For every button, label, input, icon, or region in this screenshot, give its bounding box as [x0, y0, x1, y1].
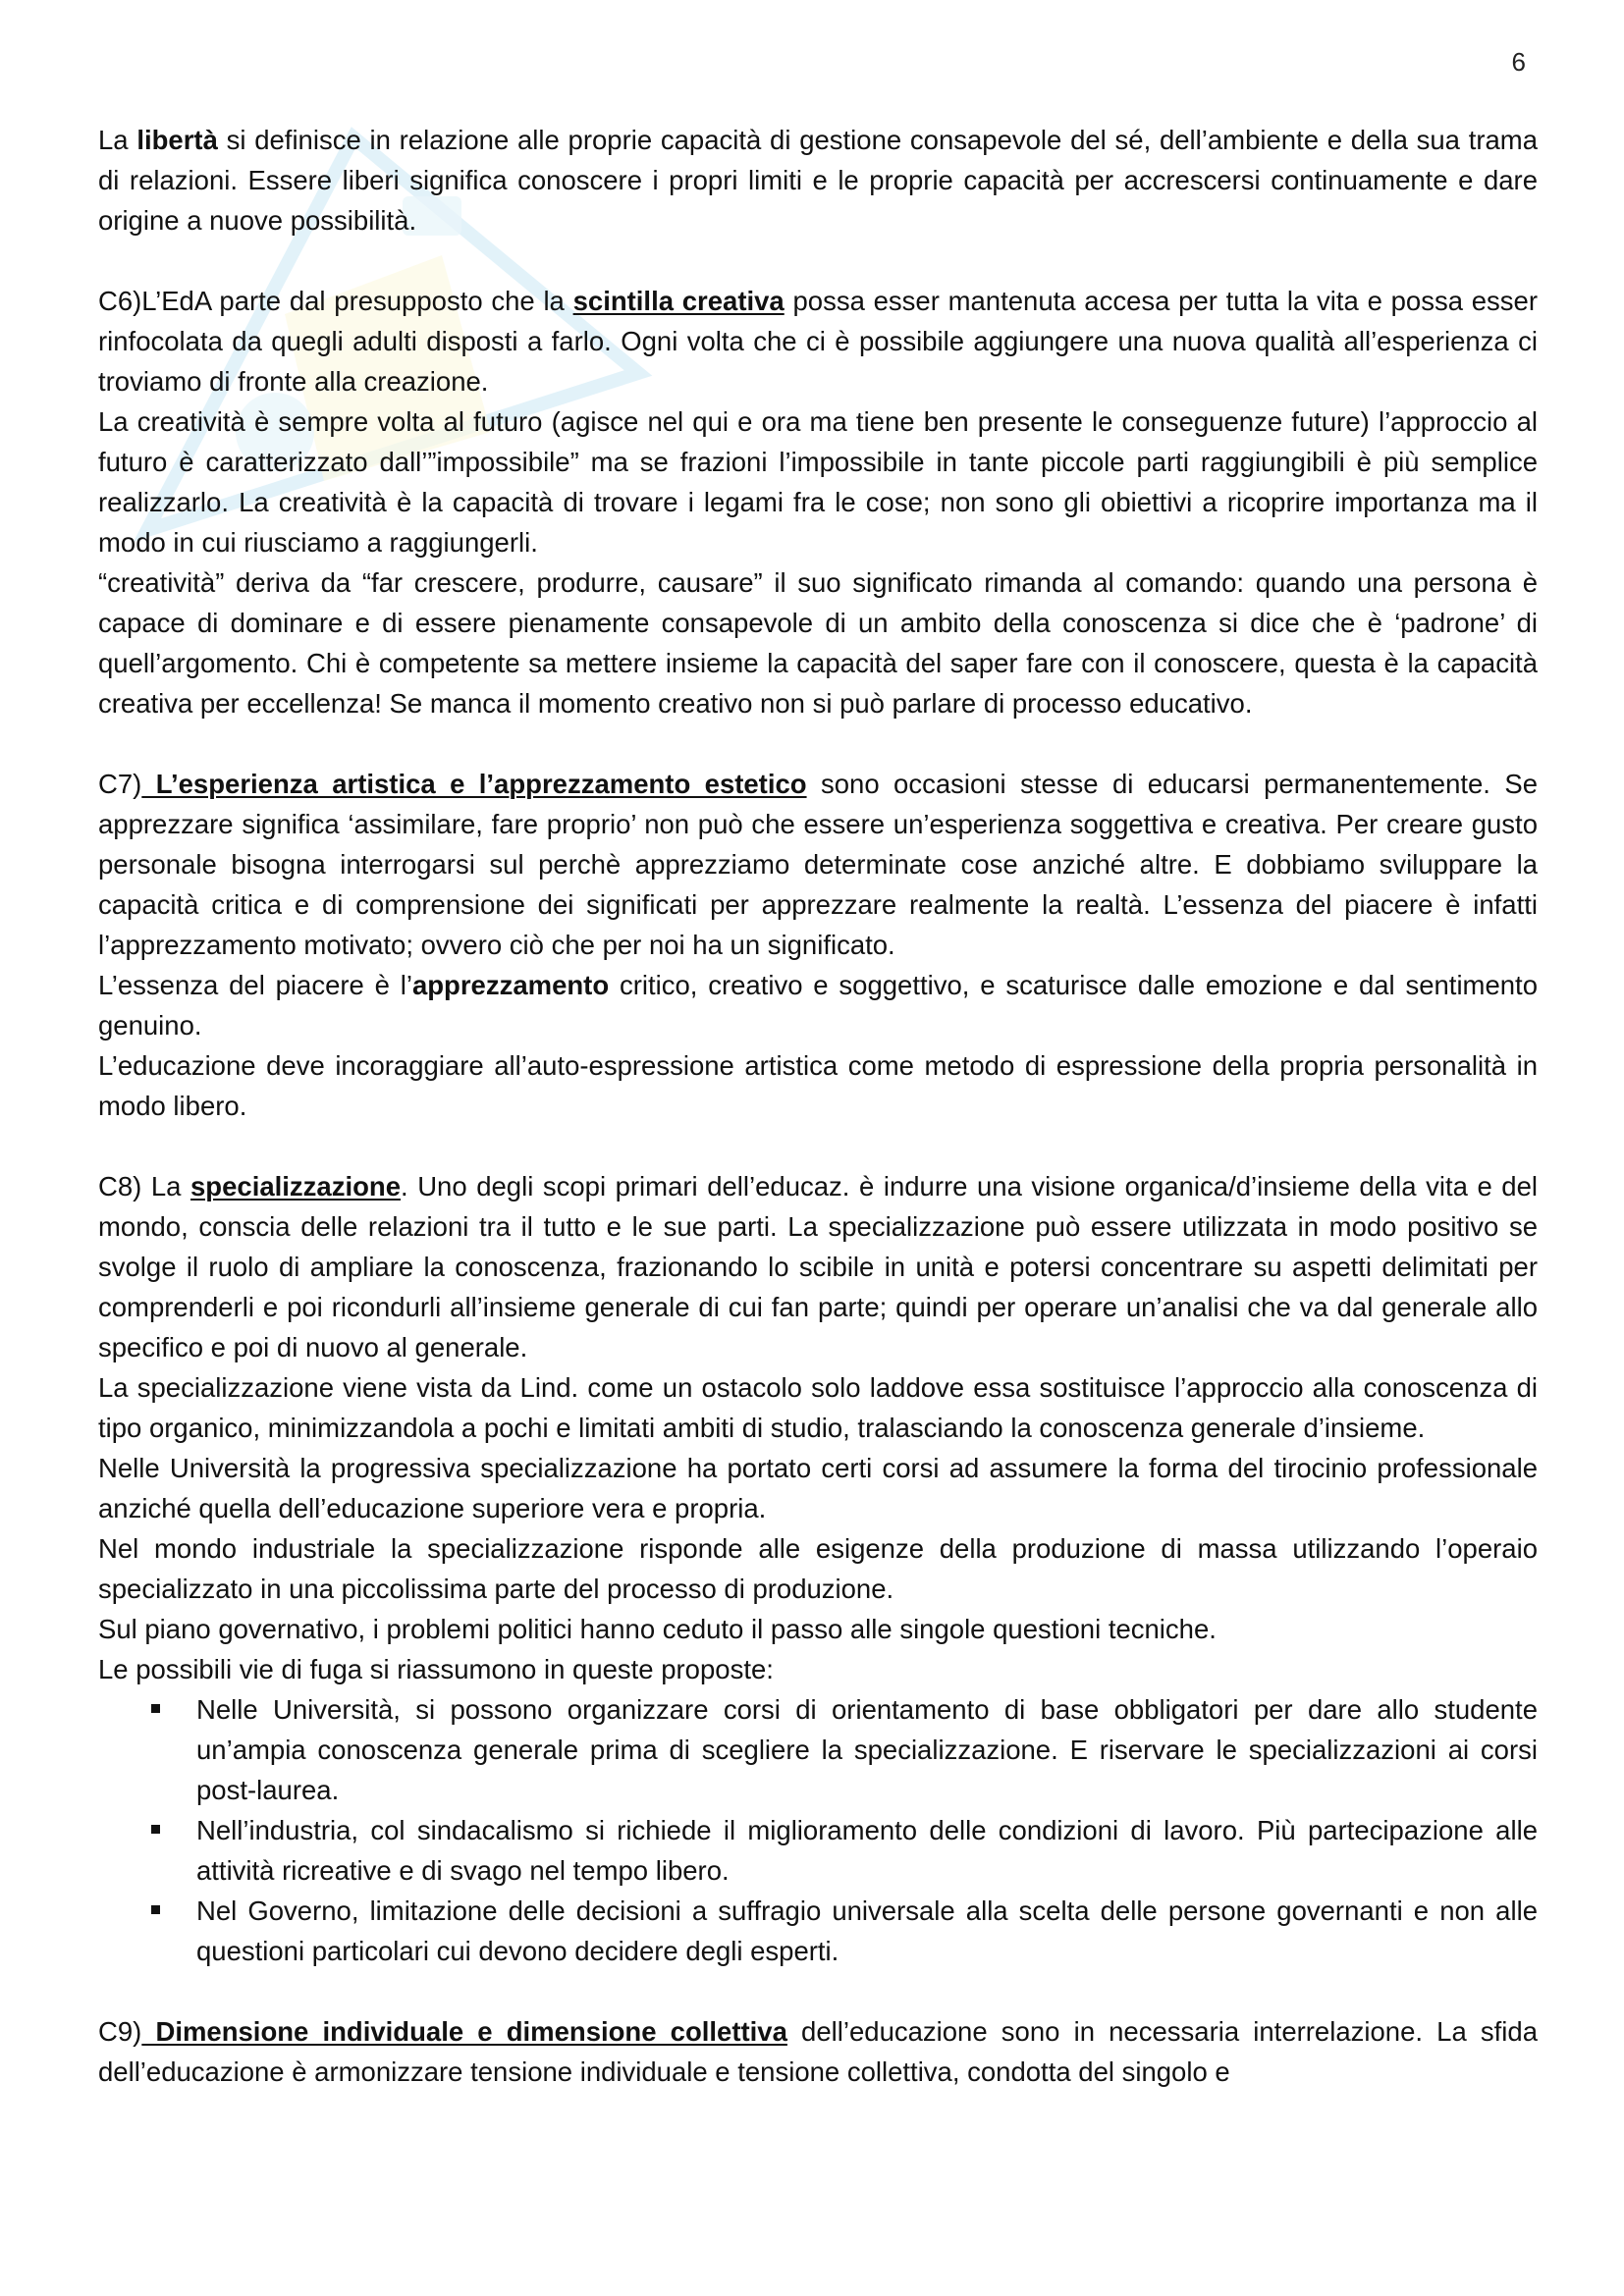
term-apprezzamento: apprezzamento: [411, 970, 610, 1000]
paragraph-c8: C8) La specializzazione. Uno degli scopi primari dell’educaz. è indurre una visione organica/d’insieme della vita e del mondo, conscia delle relazioni tra il tutto e le sue parti. La specializzazione può essere utilizzata in modo positivo se svolge il ruolo di ampliare la conoscenza, frazionando lo scibile in unità e potersi concentrare su aspetti delimitati per comprenderli e poi ricondurli all’insieme generale di cui fan parte; quindi per operare un’analisi che va dal generale allo specifico e poi di nuovo al generale.: [98, 1171, 1538, 1362]
paragraph-c8-industria: Nel mondo industriale la specializzazione risponde alle esigenze della produzione di massa utilizzando l’operaio specializzato in una piccolissima parte del processo di produzione.: [98, 1533, 1538, 1604]
paragraph-c8-vie-di-fuga: Le possibili vie di fuga si riassumono in queste proposte:: [98, 1654, 774, 1684]
document-body: [98, 120, 1538, 2092]
paragraph-c6-creativita: La creatività è sempre volta al futuro (agisce nel qui e ora ma tiene ben presente le conseguenze future) l’approccio al futuro è caratterizzato dall’”impossibile” ma se frazioni l’impossibile in tante piccole parti raggiungibili è più semplice realizzarlo. La creatività è la capacità di trovare i legami fra le cose; non sono gli obiettivi a ricoprire importanza ma il modo in cui riusciamo a raggiungerli.: [98, 406, 1538, 558]
heading-esperienza-artistica: L’esperienza artistica e l’apprezzamento estetico: [141, 769, 807, 799]
paragraph-liberta: La libertà si definisce in relazione alle proprie capacità di gestione consapevole del sé, dell’ambiente e della sua trama di relazioni. Essere liberi significa conoscere i propri limiti e le proprie capacità per accrescersi continuamente e dare origine a nuove possibilità.: [98, 125, 1539, 236]
page-number: 6: [1511, 47, 1526, 77]
list-item: Nelle Università, si possono organizzare corsi di orientamento di base obbligatori per dare allo studente un’ampia conoscenza generale prima di scegliere la specializzazione. E riservare le specializzazioni ai corsi post-laurea.: [196, 1689, 1538, 1810]
paragraph-c7-auto-espressione: L’educazione deve incoraggiare all’auto-espressione artistica come metodo di espressione della propria personalità in modo libero.: [98, 1050, 1538, 1121]
bullet-list: [98, 1689, 1538, 1971]
paragraph-c6: C6)L’EdA parte dal presupposto che la scintilla creativa possa esser mantenuta accesa per tutta la vita e possa esser rinfocolata da quegli adulti disposti a farlo. Ogni volta che ci è possibile aggiungere una nuova qualità all’esperienza ci troviamo di fronte alla creazione.: [98, 286, 1539, 397]
heading-scintilla-creativa: scintilla creativa: [572, 286, 785, 316]
paragraph-c7: C7) L’esperienza artistica e l’apprezzamento estetico sono occasioni stesse di educarsi permanentemente. Se apprezzare significa ‘assimilare, fare proprio’ non può che essere un’esperienza soggettiva e creativa. Per creare gusto personale bisogna interrogarsi sul perchè apprezziamo determinate cose anziché altre. E dobbiamo sviluppare la capacità critica e di comprensione dei significati per apprezzare realmente la realtà. L’essenza del piacere è infatti l’apprezzamento motivato; ovvero ciò che per noi ha un significato.: [98, 769, 1538, 960]
heading-specializzazione: specializzazione: [190, 1171, 401, 1201]
list-item: Nel Governo, limitazione delle decisioni a suffragio universale alla scelta delle persone governanti e non alle questioni particolari cui devono decidere degli esperti.: [196, 1891, 1538, 1971]
paragraph-c8-universita: Nelle Università la progressiva specializzazione ha portato certi corsi ad assumere la forma del tirocinio professionale anziché quella dell’educazione superiore vera e propria.: [98, 1453, 1538, 1523]
term-liberta: libertà: [136, 125, 218, 155]
paragraph-c7-piacere: L’essenza del piacere è l’apprezzamento critico, creativo e soggettivo, e scaturisce dalle emozione e dal sentimento genuino.: [98, 970, 1538, 1041]
list-item: Nell’industria, col sindacalismo si richiede il miglioramento delle condizioni di lavoro. Più partecipazione alle attività ricreative e di svago nel tempo libero.: [196, 1810, 1538, 1891]
paragraph-c9: C9) Dimensione individuale e dimensione collettiva dell’educazione sono in necessaria interrelazione. La sfida dell’educazione è armonizzare tensione individuale e tensione collettiva, condotta del singolo e: [98, 2016, 1538, 2087]
heading-dimensione-individuale: Dimensione individuale e dimensione collettiva: [141, 2016, 787, 2047]
paragraph-c8-governo: Sul piano governativo, i problemi politici hanno ceduto il passo alle singole questioni tecniche.: [98, 1614, 1217, 1644]
paragraph-c8-ostacolo: La specializzazione viene vista da Lind. come un ostacolo solo laddove essa sostituisce l’approccio alla conoscenza di tipo organico, minimizzandola a pochi e limitati ambiti di studio, tralasciando la conoscenza generale d’insieme.: [98, 1372, 1538, 1443]
paragraph-c6-etimologia: “creatività” deriva da “far crescere, produrre, causare” il suo significato rimanda al comando: quando una persona è capace di dominare e di essere pienamente consapevole di un ambito della conoscenza si dice che è ‘padrone’ di quell’argomento. Chi è competente sa mettere insieme la capacità del saper fare con il conoscere, questa è la capacità creativa per eccellenza! Se manca il momento creativo non si può parlare di processo educativo.: [98, 567, 1538, 719]
